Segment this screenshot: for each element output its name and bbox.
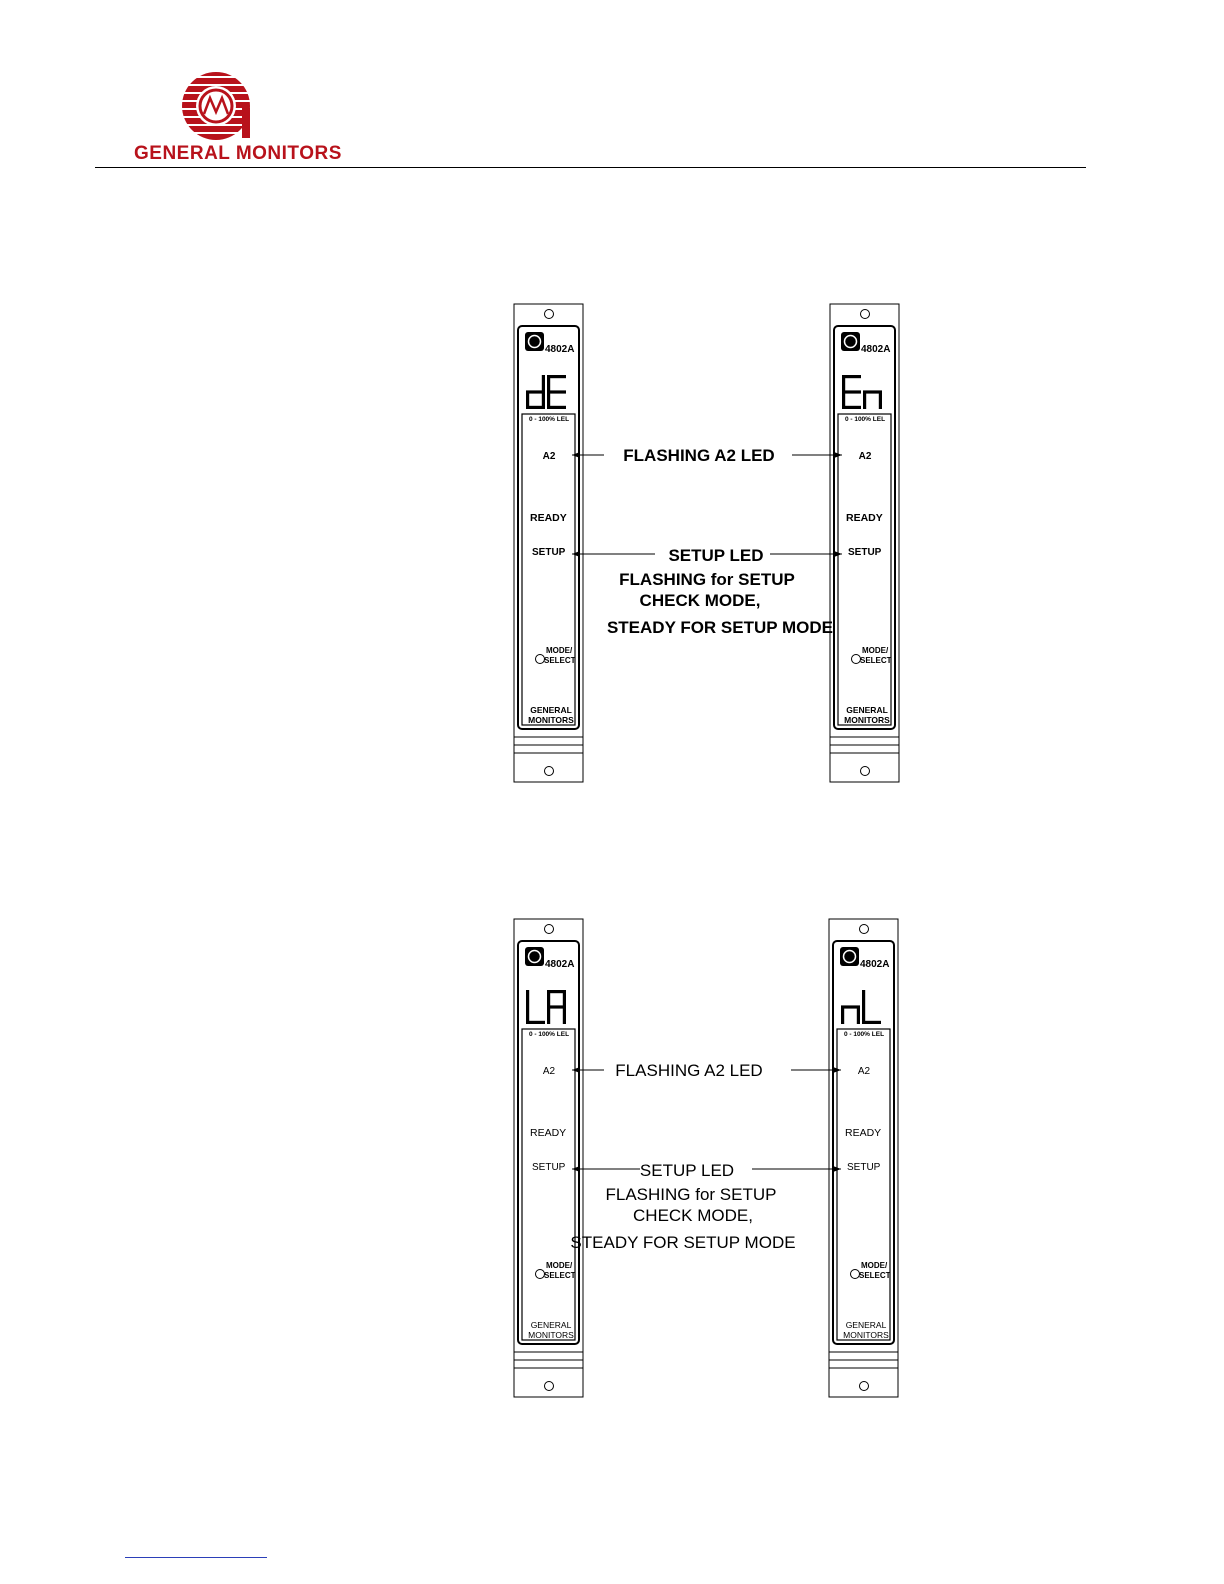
model-number: 4802A: [545, 344, 575, 355]
led-label-ready: READY: [530, 512, 567, 524]
display-segment: [526, 392, 529, 409]
panel-brand-line1: GENERAL: [530, 705, 572, 715]
display-segment: [863, 390, 882, 393]
callout-setup-led: SETUP LED: [668, 546, 764, 565]
callout-setup-led: SETUP LED: [639, 1161, 735, 1180]
display-segment: [841, 1007, 844, 1024]
select-label: SELECT: [544, 656, 576, 665]
display-segment: [542, 375, 545, 392]
panel-brand-line1: GENERAL: [846, 705, 888, 715]
callout-setup-line2: FLASHING for SETUP: [605, 1185, 777, 1204]
display-segment: [526, 990, 529, 1007]
led-label-ready: READY: [530, 1127, 567, 1139]
display-segment: [862, 1007, 865, 1024]
led-label-setup: SETUP: [848, 547, 882, 558]
display-segment: [547, 1007, 550, 1024]
controller-panel: [514, 919, 583, 1397]
led-label-setup: SETUP: [532, 547, 566, 558]
select-label: SELECT: [544, 1271, 576, 1280]
display-segment: [526, 1007, 529, 1024]
display-segment: [841, 1005, 860, 1008]
display-segment: [563, 990, 566, 1007]
display-segment: [842, 392, 845, 409]
mounting-hole-bottom: [545, 1382, 554, 1391]
panel-brand-line1: GENERAL: [530, 1320, 572, 1330]
range-label: 0 - 100% LEL: [528, 1031, 570, 1038]
select-label: SELECT: [860, 656, 892, 665]
model-number: 4802A: [545, 959, 575, 970]
callout-setup-line4: STEADY FOR SETUP MODE: [570, 1233, 796, 1252]
display-segment: [842, 375, 845, 392]
controller-panel: [514, 304, 583, 782]
mode-label: MODE/: [861, 1261, 888, 1270]
display-segment: [547, 990, 550, 1007]
display-segment: [547, 392, 550, 409]
display-segment: [547, 375, 550, 392]
model-number: 4802A: [860, 959, 890, 970]
display-segment: [563, 1007, 566, 1024]
model-number: 4802A: [861, 344, 891, 355]
callout-setup-line3: CHECK MODE,: [633, 1206, 753, 1225]
panel-brand-line2: MONITORS: [844, 715, 890, 725]
led-label-ready: READY: [845, 1127, 882, 1139]
mounting-hole-top: [860, 925, 869, 934]
controller-panel: [829, 919, 898, 1397]
callout-a2-led: FLASHING A2 LED: [623, 446, 775, 465]
mode-label: MODE/: [862, 646, 889, 655]
range-label: 0 - 100% LEL: [844, 416, 886, 423]
panel-brand-line2: MONITORS: [528, 1330, 574, 1340]
range-label: 0 - 100% LEL: [528, 416, 570, 423]
mode-label: MODE/: [546, 646, 573, 655]
display-segment: [879, 392, 882, 409]
callout-setup-line4: STEADY FOR SETUP MODE: [606, 618, 834, 637]
callout-setup-line2: FLASHING for SETUP: [619, 570, 795, 589]
led-label-a2: A2: [542, 1066, 556, 1077]
logo-wordmark: GENERAL MONITORS: [134, 143, 342, 164]
display-segment: [862, 990, 865, 1007]
footer-link-underline: [125, 1557, 267, 1558]
display-segment: [547, 1005, 566, 1008]
display-segment: [547, 390, 566, 393]
panel-brand-line1: GENERAL: [845, 1320, 887, 1330]
callout-a2-led: FLASHING A2 LED: [615, 1061, 763, 1080]
select-label: SELECT: [859, 1271, 891, 1280]
led-label-ready: READY: [846, 512, 883, 524]
mounting-hole-top: [861, 310, 870, 319]
controller-panel: [830, 304, 899, 782]
callout-setup-line3: CHECK MODE,: [639, 591, 761, 610]
display-segment: [842, 390, 861, 393]
led-label-a2: A2: [542, 451, 556, 462]
display-segment: [526, 390, 545, 393]
led-label-setup: SETUP: [532, 1162, 566, 1173]
display-segment: [863, 392, 866, 409]
range-label: 0 - 100% LEL: [843, 1031, 885, 1038]
led-label-a2: A2: [857, 1066, 871, 1077]
mode-label: MODE/: [546, 1261, 573, 1270]
mounting-hole-bottom: [861, 767, 870, 776]
panel-brand-line2: MONITORS: [843, 1330, 889, 1340]
led-label-a2: A2: [858, 451, 872, 462]
mounting-hole-top: [545, 925, 554, 934]
display-segment: [857, 1007, 860, 1024]
mounting-hole-bottom: [545, 767, 554, 776]
mounting-hole-bottom: [860, 1382, 869, 1391]
led-label-setup: SETUP: [847, 1162, 881, 1173]
mounting-hole-top: [545, 310, 554, 319]
panel-brand-line2: MONITORS: [528, 715, 574, 725]
